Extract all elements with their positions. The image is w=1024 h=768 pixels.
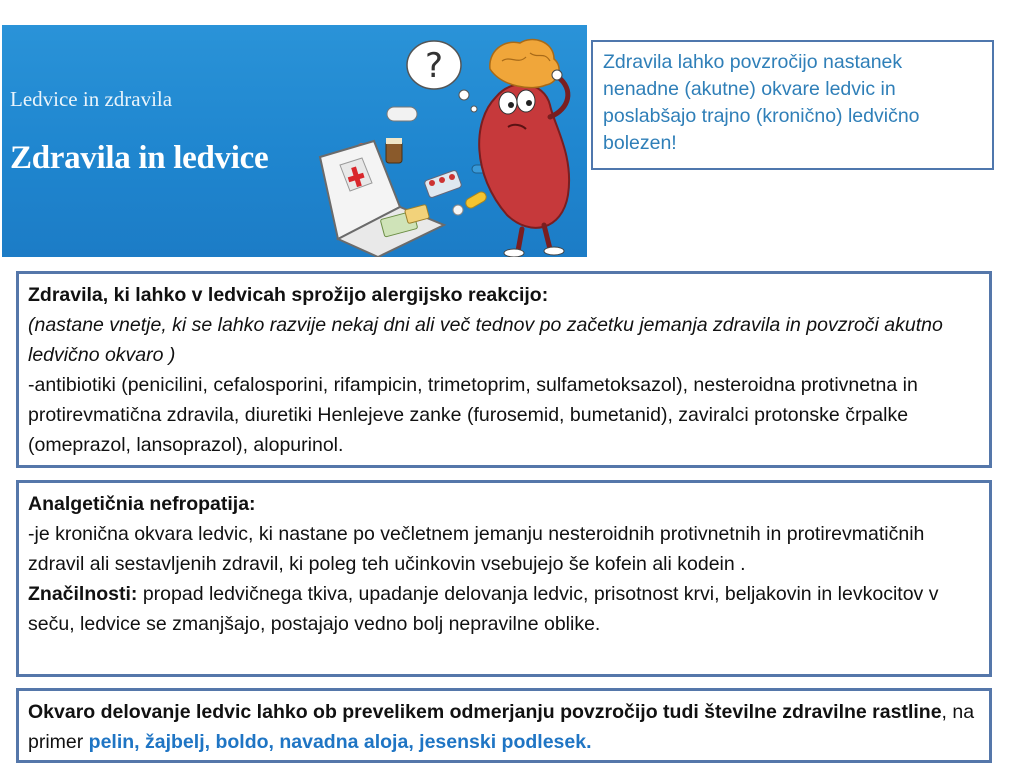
allergic-note: (nastane vnetje, ki se lahko razvije nekaj dni ali več tednov po začetku jemanja zdravila in povzroči akutno ledvično okvaro ) — [28, 314, 943, 366]
plants-statement: Okvaro delovanje ledvic lahko ob prevelikem odmerjanju povzročijo tudi številne zdravilne rastline — [28, 701, 942, 723]
allergic-heading: Zdravila, ki lahko v ledvicah sprožijo alergijsko reakcijo: — [28, 284, 549, 306]
header-banner — [2, 25, 587, 257]
analgesic-heading: Analgetičnia nefropatija: — [28, 493, 256, 515]
question-mark-glyph: ? — [424, 46, 444, 86]
thought-bubble — [407, 41, 477, 112]
plants-connector: , na primer — [28, 701, 975, 753]
allergic-reaction-section — [16, 271, 992, 468]
medicinal-plants-section — [16, 688, 992, 763]
analgesic-nephropathy-section — [16, 480, 992, 677]
warning-note-text: Zdravila lahko povzročijo nastanek nenadne (akutne) okvare ledvic in poslabšajo trajno (kronično) ledvično bolezen! — [603, 51, 920, 154]
plants-examples: pelin, žajbelj, boldo, navadna aloja, jesenski podlesek. — [88, 731, 592, 753]
analgesic-features — [28, 579, 980, 639]
banner-kicker: Ledvice in zdravila — [10, 87, 173, 111]
analgesic-description: -je kronična okvara ledvic, ki nastane po večletnem jemanju nesteroidnih protivnetnih in protirevmatičnih zdravil ali sestavljenih zdravil, ki poleg teh učinkovin vsebujejo še kofein ali kodein . — [28, 523, 925, 575]
warning-note — [591, 40, 994, 170]
features-text: propad ledvičnega tkiva, upadanje delovanja ledvic, prisotnost krvi, beljakovin in levkocitov v seču, ledvice se zmanjšajo, postajajo vedno bolj nepravilne oblike. — [28, 583, 939, 635]
banner-title: Zdravila in ledvice — [10, 140, 269, 176]
kidney-character — [479, 40, 569, 257]
first-aid-kit — [320, 141, 444, 257]
allergic-drug-list: -antibiotiki (penicilini, cefalosporini, rifampicin, trimetoprim, sulfametoksazol), nesteroidna protivnetna in protirevmatična zdravila, diuretiki Henlejeve zanke (furosemid, bumetanid), zaviralci protonske črpalke (omeprazol, lansoprazol), alopurinol. — [28, 374, 918, 456]
features-label: Značilnosti: — [28, 583, 138, 605]
kidney-medicine-illustration — [2, 25, 587, 257]
